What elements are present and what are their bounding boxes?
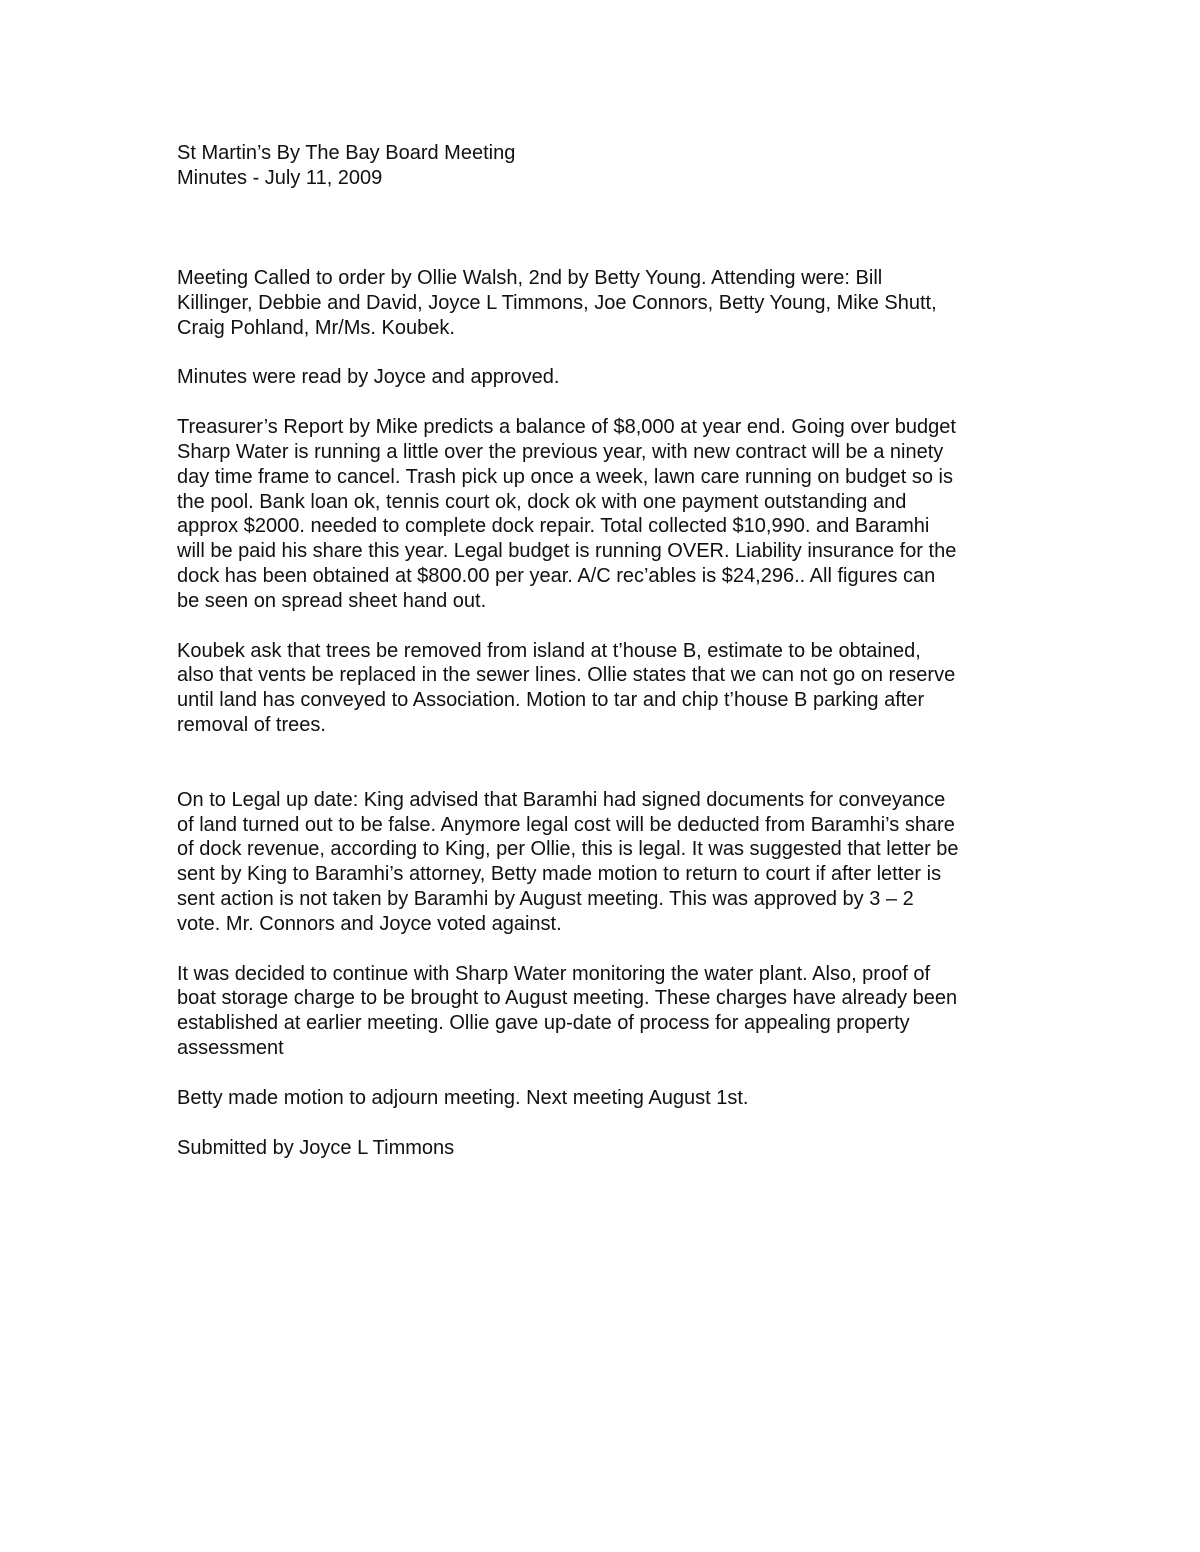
document-header — [177, 141, 1027, 191]
text-line: Sharp Water is running a little over the previous year, with new contract will be a ninety — [177, 440, 944, 463]
text-line: Minutes were read by Joyce and approved. — [177, 366, 560, 389]
text-line: It was decided to continue with Sharp Water monitoring the water plant. Also, proof of — [177, 962, 930, 985]
document-title: St Martin’s By The Bay Board Meeting — [177, 142, 516, 164]
paragraph-submitted-by — [177, 1136, 1027, 1161]
text-line: dock has been obtained at $800.00 per year. A/C rec’ables is $24,296.. All figures can — [177, 564, 936, 587]
paragraph-call-to-order — [177, 266, 1027, 340]
document-date: Minutes - July 11, 2009 — [177, 167, 383, 189]
text-line: established at earlier meeting. Ollie gave up-date of process for appealing property — [177, 1012, 910, 1035]
text-line: sent action is not taken by Baramhi by August meeting. This was approved by 3 – 2 — [177, 887, 914, 910]
text-line: Craig Pohland, Mr/Ms. Koubek. — [177, 316, 455, 339]
document-body — [177, 266, 1027, 1160]
text-line: Koubek ask that trees be removed from island at t’house B, estimate to be obtained, — [177, 639, 921, 662]
text-line: boat storage charge to be brought to August meeting. These charges have already been — [177, 987, 958, 1010]
text-line: of land turned out to be false. Anymore legal cost will be deducted from Baramhi’s share — [177, 813, 955, 836]
text-line: day time frame to cancel. Trash pick up once a week, lawn care running on budget so is — [177, 465, 953, 488]
paragraph-koubek-request — [177, 639, 1027, 738]
paragraph-minutes-approved — [177, 365, 1027, 390]
text-line: approx $2000. needed to complete dock repair. Total collected $10,990. and Baramhi — [177, 515, 930, 538]
text-line: Submitted by Joyce L Timmons — [177, 1136, 455, 1159]
text-line: Meeting Called to order by Ollie Walsh, 2nd by Betty Young. Attending were: Bill — [177, 267, 883, 289]
paragraph-water-plant — [177, 962, 1027, 1061]
text-line: until land has conveyed to Association. Motion to tar and chip t’house B parking after — [177, 689, 925, 712]
text-line: of dock revenue, according to King, per Ollie, this is legal. It was suggested that letter be — [177, 838, 959, 861]
text-line: Betty made motion to adjourn meeting. Next meeting August 1st. — [177, 1086, 749, 1109]
text-line: the pool. Bank loan ok, tennis court ok, dock ok with one payment outstanding and — [177, 490, 907, 513]
text-line: assessment — [177, 1036, 284, 1059]
text-line: Treasurer’s Report by Mike predicts a balance of $8,000 at year end. Going over budget — [177, 416, 956, 439]
text-line: Killinger, Debbie and David, Joyce L Timmons, Joe Connors, Betty Young, Mike Shutt, — [177, 291, 937, 314]
text-line: also that vents be replaced in the sewer lines. Ollie states that we can not go on reserve — [177, 664, 956, 687]
text-line: vote. Mr. Connors and Joyce voted against. — [177, 912, 562, 935]
text-line: will be paid his share this year. Legal budget is running OVER. Liability insurance for the — [177, 540, 957, 563]
text-line: removal of trees. — [177, 713, 326, 736]
text-line: be seen on spread sheet hand out. — [177, 589, 487, 612]
paragraph-treasurer-report — [177, 415, 1027, 613]
document-page — [177, 141, 1027, 1160]
paragraph-adjourn — [177, 1086, 1027, 1111]
text-line: On to Legal up date: King advised that Baramhi had signed documents for conveyance — [177, 788, 946, 811]
paragraph-legal-update — [177, 788, 1027, 937]
text-line: sent by King to Baramhi’s attorney, Betty made motion to return to court if after letter is — [177, 863, 942, 886]
